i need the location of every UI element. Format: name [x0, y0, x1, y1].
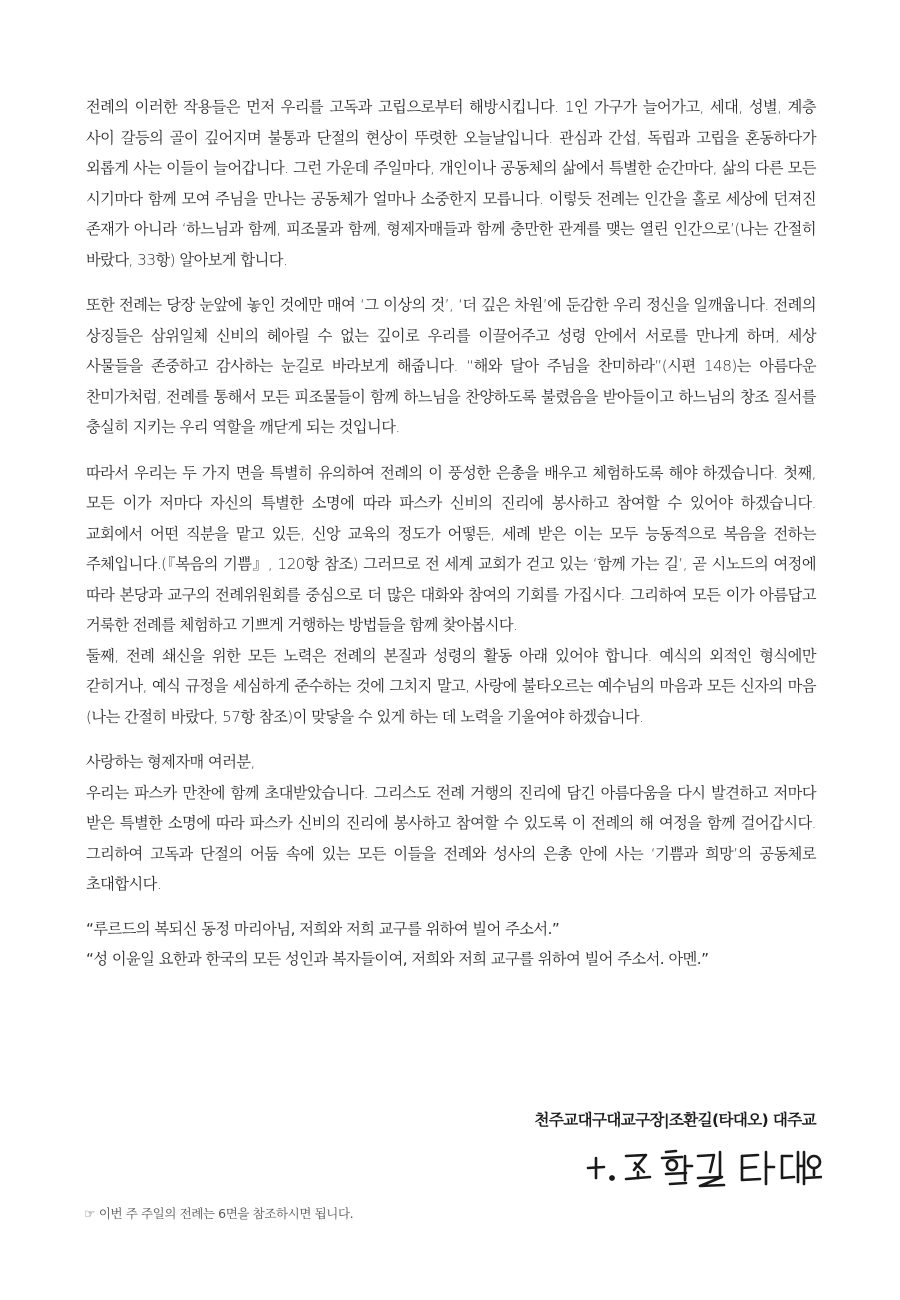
- prayer-quote-1: “루르드의 복되신 동정 마리아님, 저희와 저희 교구를 위하여 빌어 주소서.”: [86, 919, 560, 938]
- author-separator: |: [663, 1111, 669, 1129]
- author-line: [534, 1108, 816, 1130]
- pointing-hand-icon: ☞: [84, 1206, 95, 1221]
- prayer-quotes: [86, 914, 816, 974]
- paragraph-5: 우리는 파스카 만찬에 함께 초대받았습니다. 그리스도 전례 거행의 진리에 담긴 아름다움을 다시 발견하고 저마다 받은 특별한 소명에 따라 파스카 신비의 진리에 봉사하고 참여할 수 있도록 이 전례의 해 여정을 함께 걸어갑시다. 그리하여 고독과 단절의 어둠 속에 있는 모든 이들을 전례와 성사의 은총 안에 사는 ‘기쁨과 희망’의 공동체로 초대합시다.: [86, 783, 816, 893]
- paragraph-2: 또한 전례는 당장 눈앞에 놓인 것에만 매여 ‘그 이상의 것’, ‘더 깊은 차원’에 둔감한 우리 정신을 일깨웁니다. 전례의 상징들은 삼위일체 신비의 헤아릴 수 없는 깊이로 우리를 이끌어주고 성령 안에서 서로를 만나게 하며, 세상 사물들을 존중하고 감사하는 눈길로 바라보게 해줍니다. “해와 달아 주님을 찬미하라”(시편 148)는 아름다운 찬미가처럼, 전례를 통해서 모든 피조물들이 함께 하느님을 찬양하도록 불렸음을 받아들이고 하느님의 창조 질서를 충실히 지키는 우리 역할을 깨닫게 되는 것입니다.: [86, 296, 816, 436]
- author-office: 천주교대구대교구장: [534, 1111, 664, 1129]
- author-name: 조환길(타대오) 대주교: [668, 1111, 816, 1129]
- footnote: [84, 1204, 353, 1222]
- paragraph-1: 전례의 이러한 작용들은 먼저 우리를 고독과 고립으로부터 해방시킵니다. 1인 가구가 늘어가고, 세대, 성별, 계층 사이 갈등의 골이 깊어지며 불통과 단절의 현상이 뚜렷한 오늘날입니다. 관심과 간섭, 독립과 고립을 혼동하다가 외롭게 사는 이들이 늘어갑니다. 그런 가운데 주일마다, 개인이나 공동체의 삶에서 특별한 순간마다, 삶의 다른 모든 시기마다 함께 모여 주님을 만나는 공동체가 얼마나 소중한지 모릅니다. 이렇듯 전례는 인간을 홀로 세상에 던져진 존재가 아니라 ‘하느님과 함께, 피조물과 함께, 형제자매들과 함께 충만한 관계를 맺는 열린 인간으로’(나는 간절히 바랐다, 33항) 알아보게 합니다.: [86, 98, 816, 269]
- letter-body: [86, 92, 816, 974]
- paragraph-4: 둘째, 전례 쇄신을 위한 모든 노력은 전례의 본질과 성령의 활동 아래 있어야 합니다. 예식의 외적인 형식에만 갇히거나, 예식 규정을 세심하게 준수하는 것에 그치지 말고, 사랑에 불타오르는 예수님의 마음과 모든 신자의 마음(나는 간절히 바랐다, 57항 참조)이 맞닿을 수 있게 하는 데 노력을 기울여야 하겠습니다.: [86, 646, 816, 726]
- prayer-quote-2: “성 이윤일 요한과 한국의 모든 성인과 복자들이여, 저희와 저희 교구를 위하여 빌어 주소서. 아멘.”: [86, 949, 709, 968]
- salutation: 사랑하는 형제자매 여러분,: [86, 753, 255, 771]
- footnote-text: 이번 주 주일의 전례는 6면을 참조하시면 됩니다.: [98, 1206, 354, 1221]
- handwritten-signature: [582, 1142, 822, 1194]
- paragraph-3: 따라서 우리는 두 가지 면을 특별히 유의하여 전례의 이 풍성한 은총을 배우고 체험하도록 해야 하겠습니다. 첫째, 모든 이가 저마다 자신의 특별한 소명에 따라 파스카 신비의 진리에 봉사하고 참여할 수 있어야 하겠습니다. 교회에서 어떤 직분을 맡고 있든, 신앙 교육의 정도가 어떻든, 세례 받은 이는 모두 능동적으로 복음을 전하는 주체입니다.(『복음의 기쁨』, 120항 참조) 그러므로 전 세계 교회가 걷고 있는 ‘함께 가는 길’, 곧 시노드의 여정에 따라 본당과 교구의 전례위원회를 중심으로 더 많은 대화와 참여의 기회를 가집시다. 그리하여 모든 이가 아름답고 거룩한 전례를 체험하고 기쁘게 거행하는 방법들을 함께 찾아봅시다.: [86, 463, 816, 634]
